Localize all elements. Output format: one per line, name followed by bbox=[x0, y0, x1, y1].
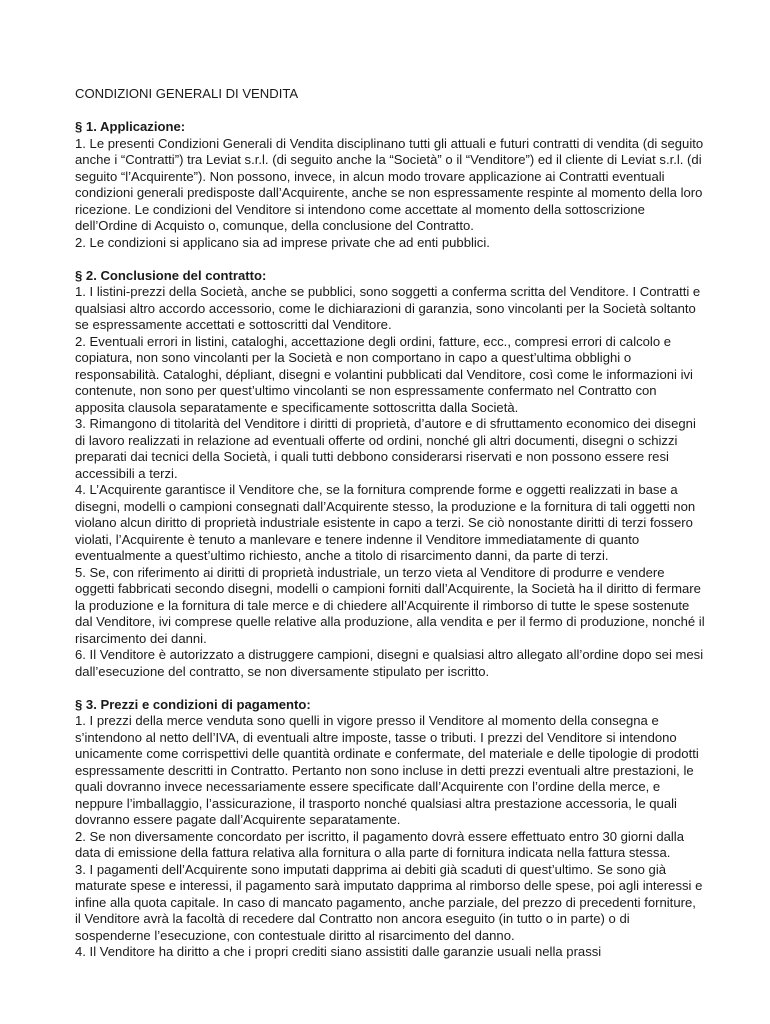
paragraph: 2. Se non diversamente concordato per iscritto, il pagamento dovrà essere effettuato entro 30 giorni dalla data di emissione della fattura relativa alla fornitura o alla parte di fornitura indicata nella fattura stessa. bbox=[75, 828, 684, 860]
paragraph: 1. Le presenti Condizioni Generali di Vendita disciplinano tutti gli attuali e futuri contratti di vendita (di seguito anche i “Contratti”) tra Leviat s.r.l. (di seguito anche la “Società” o il “Venditore”) ed il cliente di Leviat s.r.l. (di seguito “l’Acquirente”). Non possono, invece, in alcun modo trovare applicazione ai Contratti eventuali condizioni generali predisposte dall’Acquirente, anche se non espressamente respinte al momento della loro ricezione. Le condizioni del Venditore si intendono come accettate al momento della sottoscrizione dell’Ordine di Acquisto o, comunque, della conclusione del Contratto. bbox=[75, 135, 704, 233]
paragraph: 6. Il Venditore è autorizzato a distruggere campioni, disegni e qualsiasi altro allegato all’ordine dopo sei mesi dall’esecuzione del contratto, se non diversamente stipulato per iscritto. bbox=[75, 647, 704, 679]
section-heading: § 1. Applicazione: bbox=[75, 119, 186, 134]
paragraph: 3. I pagamenti dell’Acquirente sono imputati dapprima ai debiti già scaduti di quest’ultimo. Se sono già maturate spese e interessi, il pagamento sarà imputato dapprima al rimborso delle spese, poi agli interessi e infine alla quota capitale. In caso di mancato pagamento, anche parziale, del prezzo di precedenti forniture, il Venditore avrà la facoltà di recedere dal Contratto non ancora eseguito (in tutto o in parte) o di sospenderne l’esecuzione, con contestuale diritto al risarcimento del danno. bbox=[75, 861, 703, 943]
paragraph: 4. L’Acquirente garantisce il Venditore che, se la fornitura comprende forme e oggetti realizzati in base a disegni, modelli o campioni consegnati dall’Acquirente stesso, la produzione e la fornitura di tali oggetti non violano alcun diritto di proprietà industriale esistente in capo a terzi. Se ciò nonostante diritti di terzi fossero violati, l’Acquirente è tenuto a manlevare e tenere indenne il Venditore immediatamente di quanto eventualmente a quest’ultimo richiesto, anche a titolo di risarcimento danni, da parte di terzi. bbox=[75, 482, 696, 563]
paragraph: 5. Se, con riferimento ai diritti di proprietà industriale, un terzo vieta al Venditore di produrre e vendere oggetti fabbricati secondo disegni, modelli o campioni forniti dall’Acquirente, la Società ha il diritto di fermare la produzione e la fornitura di tale merce e di chiedere all’Acquirente il rimborso di tutte le spese sostenute dal Venditore, ivi comprese quelle relative alla produzione, alla vendita e per il fermo di produzione, nonché il risarcimento dei danni. bbox=[75, 564, 705, 646]
section-heading: § 2. Conclusione del contratto: bbox=[75, 267, 267, 283]
section-heading: § 3. Prezzi e condizioni di pagamento: bbox=[75, 696, 311, 712]
document-title: CONDIZIONI GENERALI DI VENDITA bbox=[75, 86, 299, 101]
paragraph: 3. Rimangono di titolarità del Venditore i diritti di proprietà, d’autore e di sfruttamento economico dei disegni di lavoro realizzati in relazione ad eventuali offerte od ordini, nonché gli altri documenti, disegni o schizzi preparati dai tecnici della Società, i quali tutti debbono considerarsi riservati e non possono essere resi accessibili a terzi. bbox=[75, 416, 696, 481]
paragraph: 1. I prezzi della merce venduta sono quelli in vigore presso il Venditore al momento della consegna e s’intendono al netto dell’IVA, di eventuali altre imposte, tasse o tributi. I prezzi del Venditore si intendono unicamente come corrispettivi delle quantità ordinate e confermate, del materiale e delle tipologie di prodotti espressamente descritti in Contratto. Pertanto non sono incluse in detti prezzi eventuali altre prestazioni, le quali dovranno invece necessariamente essere specificate dall’Acquirente con l’ordine della merce, e neppure l’imballaggio, l’assicurazione, il trasporto nonché qualsiasi altra prestazione accessoria, le quali dovranno essere pagate dall’Acquirente separatamente. bbox=[75, 713, 699, 827]
section-applicazione bbox=[75, 119, 705, 251]
paragraph: 4. Il Venditore ha diritto a che i propri crediti siano assistiti dalle garanzie usuali nella prassi bbox=[75, 944, 602, 959]
paragraph: 1. I listini-prezzi della Società, anche se pubblici, sono soggetti a conferma scritta del Venditore. I Contratti e qualsiasi altro accordo accessorio, come le dichiarazioni di garanzia, sono vincolanti per la Società soltanto se espressamente accettati e sottoscritti dal Venditore. bbox=[75, 284, 701, 332]
section-prezzi-pagamento bbox=[75, 697, 705, 961]
document-page bbox=[75, 86, 705, 961]
paragraph: 2. Le condizioni si applicano sia ad imprese private che ad enti pubblici. bbox=[75, 234, 490, 250]
paragraph: 2. Eventuali errori in listini, cataloghi, accettazione degli ordini, fatture, ecc., compresi errori di calcolo e copiatura, non sono vincolanti per la Società e non comportano in capo a quest’ultima obblighi o responsabilità. Cataloghi, dépliant, disegni e volantini pubblicati dal Venditore, così come le informazioni ivi contenute, non sono per quest’ultimo vincolanti se non espressamente confermato nel Contratto con apposita clausola separatamente e specificamente sottoscritta dalla Società. bbox=[75, 333, 693, 415]
section-conclusione-contratto bbox=[75, 268, 705, 681]
